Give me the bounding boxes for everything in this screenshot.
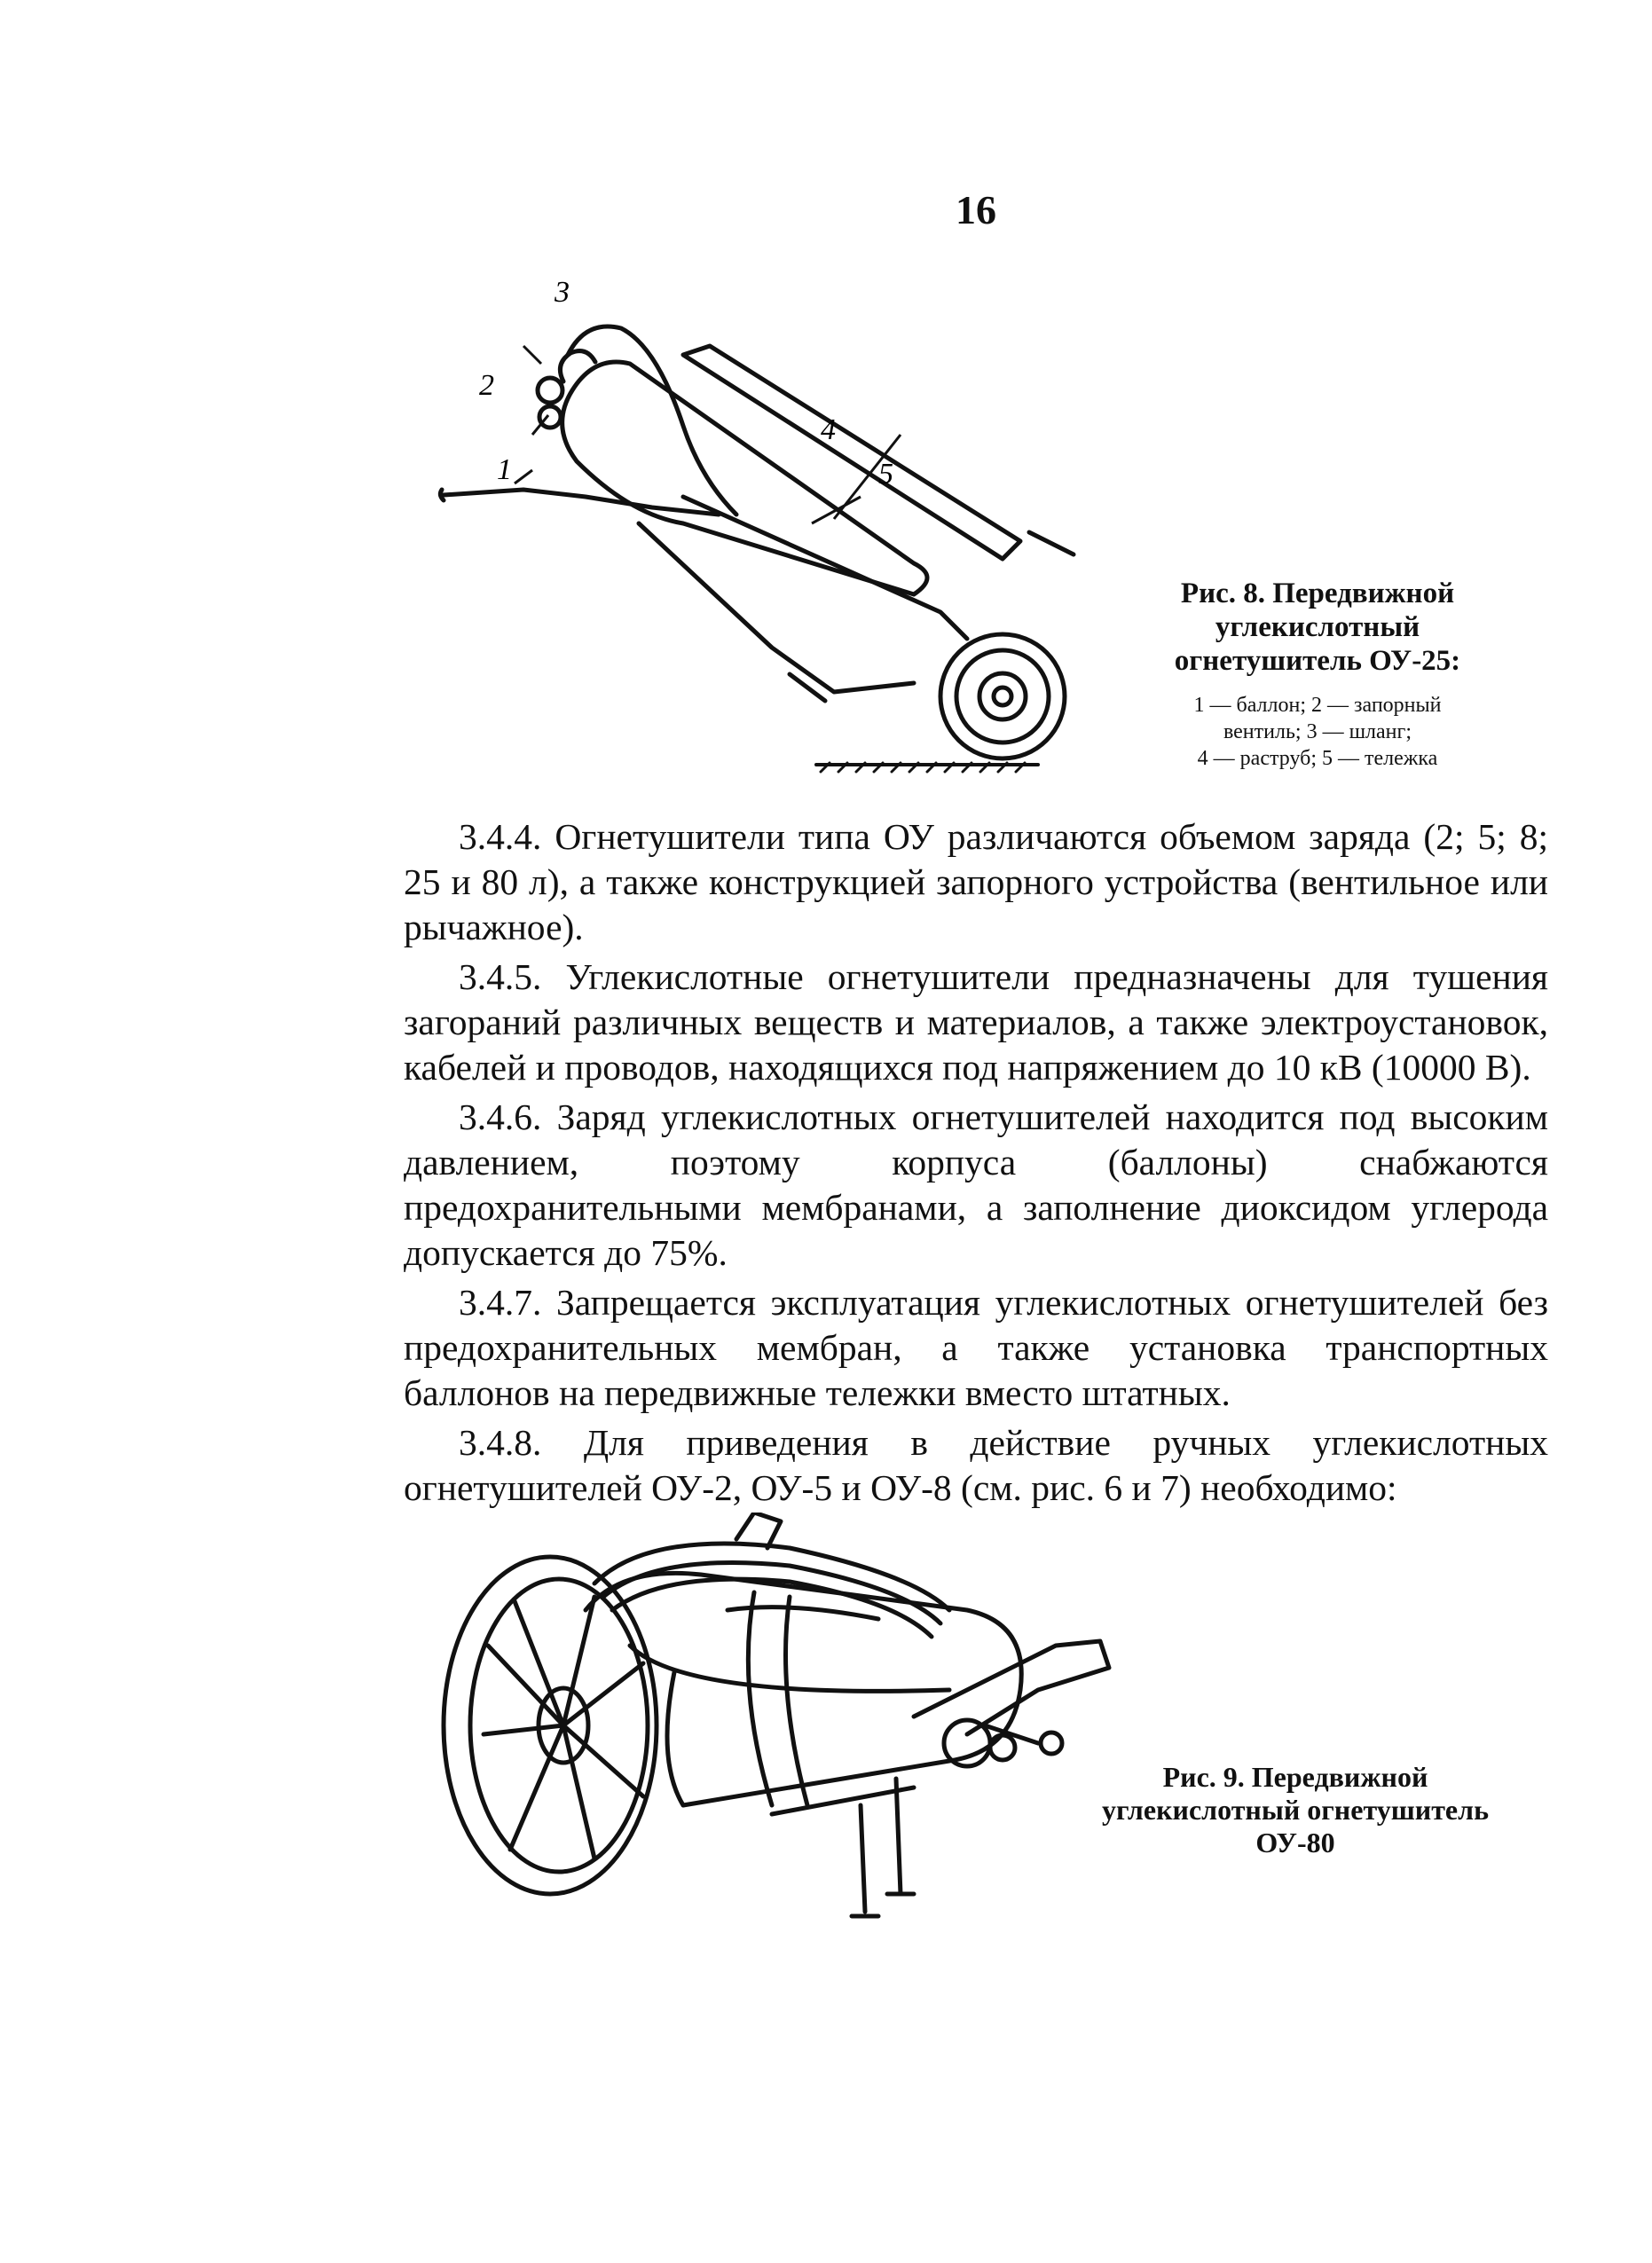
paragraph-3-4-4: 3.4.4. Огнетушители типа ОУ различаются объемом заряда (2; 5; 8; 25 и 80 л), а также конструкцией запорного устройства (вентильное или рычажное). <box>404 816 1548 947</box>
paragraph-3-4-5: 3.4.5. Углекислотные огнетушители предназначены для тушения загораний различных веществ и материалов, а также электроустановок, кабелей и проводов, находящихся под напряжением до 10 кВ (10000 В). <box>404 956 1548 1088</box>
figure-8-caption <box>1113 577 1522 772</box>
page-number: 16 <box>956 187 996 232</box>
paragraph-3-4-6: 3.4.6. Заряд углекислотных огнетушителей находится под высоким давлением, поэтому корпуса (баллоны) снабжаются предохранительными мембранами, а заполнение диоксидом углерода допускается до 75%. <box>404 1096 1548 1273</box>
callout-4: 4 <box>821 413 836 446</box>
figure-9-drawing <box>417 1513 1127 1965</box>
figure-8-title: Рис. 8. Передвижной углекислотный огнетушитель ОУ-25: <box>1174 578 1461 677</box>
body-text <box>404 814 1548 1515</box>
paragraph-3-4-7: 3.4.7. Запрещается эксплуатация углекислотных огнетушителей без предохранительных мембран, а также установка транспортных баллонов на передвижные тележки вместо штатных. <box>404 1282 1548 1413</box>
figure-8-legend: 1 — баллон; 2 — запорный вентиль; 3 — шланг; 4 — раструб; 5 — тележка <box>1193 694 1442 770</box>
figure-8-drawing <box>417 257 1091 781</box>
callout-5: 5 <box>878 458 893 491</box>
callout-3: 3 <box>555 276 570 309</box>
figure-9-caption <box>1056 1761 1535 1859</box>
figure-9-title: Рис. 9. Передвижной углекислотный огнетушитель ОУ-80 <box>1102 1761 1489 1858</box>
callout-2: 2 <box>479 369 494 402</box>
paragraph-3-4-8: 3.4.8. Для приведения в действие ручных углекислотных огнетушителей ОУ-2, ОУ-5 и ОУ-8 (см. рис. 6 и 7) необходимо: <box>404 1422 1548 1508</box>
callout-1: 1 <box>497 453 512 486</box>
